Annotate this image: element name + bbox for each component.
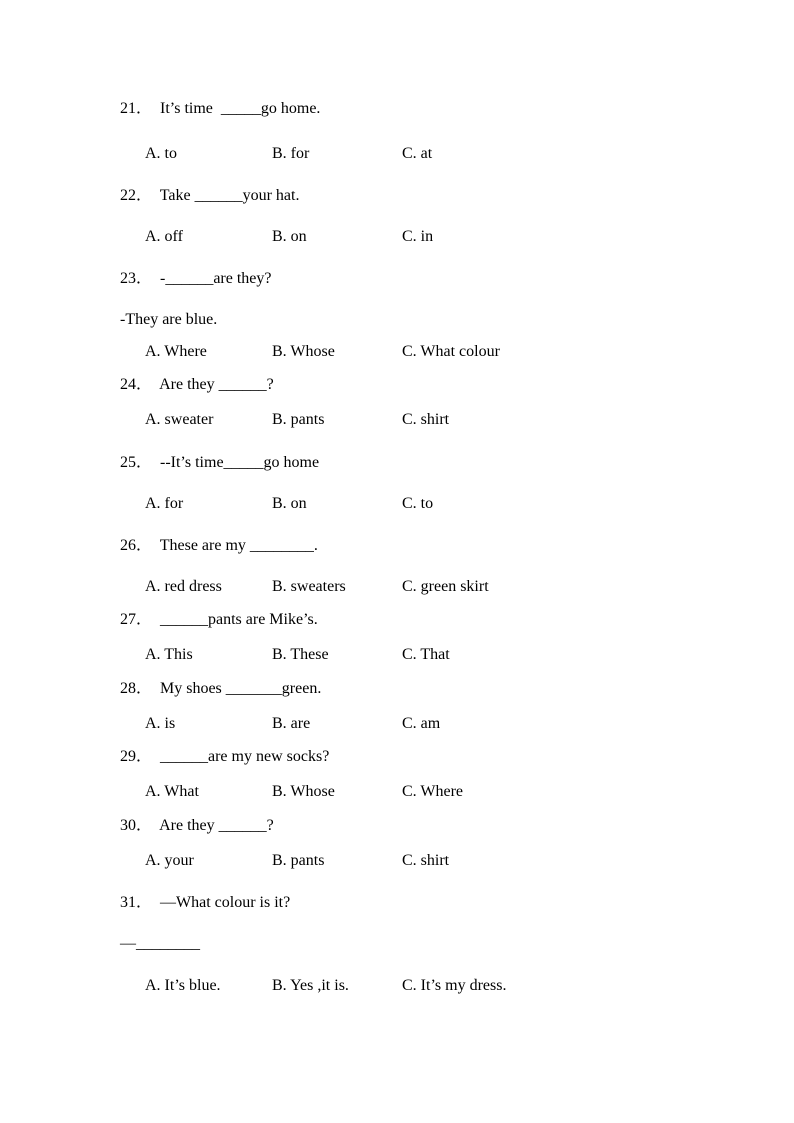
question-26-option-b: B. sweaters	[272, 578, 346, 595]
question-30-stem: 30． Are they ______?	[120, 817, 274, 834]
question-26-stem: 26． These are my ________.	[120, 537, 318, 554]
question-25-option-c: C. to	[402, 495, 434, 512]
question-23-response: -They are blue.	[120, 311, 218, 328]
question-27-option-b: B. These	[272, 646, 329, 663]
question-29-option-c: C. Where	[402, 783, 464, 800]
question-31-option-c: C. It’s my dress.	[402, 977, 507, 994]
question-23-option-b: B. Whose	[272, 343, 335, 360]
question-31-option-b: B. Yes ,it is.	[272, 977, 349, 994]
question-28-stem: 28． My shoes _______green.	[120, 680, 322, 697]
question-22-stem: 22． Take ______your hat.	[120, 187, 300, 204]
question-28-option-b: B. are	[272, 715, 311, 732]
question-23-stem: 23． -______are they?	[120, 270, 272, 287]
question-26-option-a: A. red dress	[145, 578, 222, 595]
question-24-option-b: B. pants	[272, 411, 325, 428]
question-25-option-b: B. on	[272, 495, 307, 512]
question-23-option-a: A. Where	[145, 343, 207, 360]
question-24-stem: 24． Are they ______?	[120, 376, 274, 393]
question-28-option-c: C. am	[402, 715, 441, 732]
question-21-option-a: A. to	[145, 145, 177, 162]
question-27-option-a: A. This	[145, 646, 193, 663]
question-31-option-a: A. It’s blue.	[145, 977, 221, 994]
question-24-option-c: C. shirt	[402, 411, 450, 428]
question-22-option-a: A. off	[145, 228, 183, 245]
question-26-option-c: C. green skirt	[402, 578, 489, 595]
question-21-stem: 21． It’s time _____go home.	[120, 100, 321, 117]
question-30-option-b: B. pants	[272, 852, 325, 869]
question-29-option-b: B. Whose	[272, 783, 335, 800]
question-25-option-a: A. for	[145, 495, 184, 512]
question-22-option-c: C. in	[402, 228, 434, 245]
question-23-option-c: C. What colour	[402, 343, 500, 360]
question-29-option-a: A. What	[145, 783, 199, 800]
question-27-option-c: C. That	[402, 646, 450, 663]
question-30-option-a: A. your	[145, 852, 194, 869]
question-31-response: —________	[120, 935, 200, 952]
question-31-stem: 31． —What colour is it?	[120, 894, 291, 911]
question-30-option-c: C. shirt	[402, 852, 450, 869]
question-21-option-b: B. for	[272, 145, 310, 162]
question-25-stem: 25． --It’s time_____go home	[120, 454, 320, 471]
question-22-option-b: B. on	[272, 228, 307, 245]
question-24-option-a: A. sweater	[145, 411, 214, 428]
question-21-option-c: C. at	[402, 145, 433, 162]
question-29-stem: 29． ______are my new socks?	[120, 748, 330, 765]
question-27-stem: 27． ______pants are Mike’s.	[120, 611, 318, 628]
question-28-option-a: A. is	[145, 715, 176, 732]
